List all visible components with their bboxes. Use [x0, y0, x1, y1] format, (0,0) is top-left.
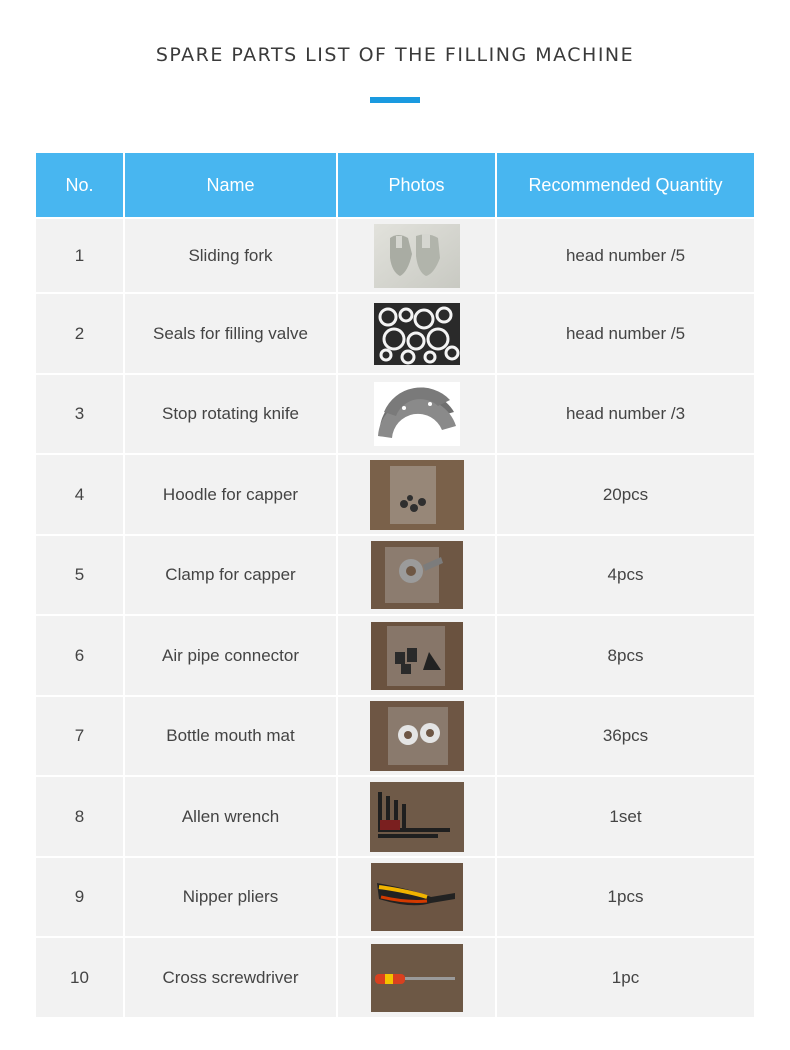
table-header [36, 153, 754, 217]
recommended-quantity: 1pcs [497, 858, 754, 936]
row-number: 7 [36, 697, 123, 775]
part-name: Hoodle for capper [125, 455, 336, 534]
table-row [36, 294, 754, 373]
row-number: 4 [36, 455, 123, 534]
recommended-quantity: 36pcs [497, 697, 754, 775]
clamp-photo [338, 536, 495, 614]
page-title: SPARE PARTS LIST OF THE FILLING MACHINE [155, 44, 635, 66]
header-quantity: Recommended Quantity [497, 153, 754, 217]
row-number: 5 [36, 536, 123, 614]
connector-photo [338, 616, 495, 695]
recommended-quantity: head number /5 [497, 294, 754, 373]
part-name: Cross screwdriver [125, 938, 336, 1017]
table-row [36, 219, 754, 292]
part-name: Air pipe connector [125, 616, 336, 695]
part-name: Nipper pliers [125, 858, 336, 936]
row-number: 3 [36, 375, 123, 453]
screwdriver-photo [338, 938, 495, 1017]
header-no: No. [36, 153, 123, 217]
header-name: Name [125, 153, 336, 217]
pliers-photo [338, 858, 495, 936]
table-row [36, 697, 754, 775]
row-number: 1 [36, 219, 123, 292]
row-number: 6 [36, 616, 123, 695]
recommended-quantity: 20pcs [497, 455, 754, 534]
mat-photo [338, 697, 495, 775]
part-name: Seals for filling valve [125, 294, 336, 373]
recommended-quantity: 1pc [497, 938, 754, 1017]
recommended-quantity: 4pcs [497, 536, 754, 614]
part-name: Sliding fork [125, 219, 336, 292]
wrench-photo [338, 777, 495, 856]
row-number: 8 [36, 777, 123, 856]
recommended-quantity: head number /3 [497, 375, 754, 453]
seals-photo [338, 294, 495, 373]
part-name: Stop rotating knife [125, 375, 336, 453]
recommended-quantity: head number /5 [497, 219, 754, 292]
spare-parts-table [36, 153, 754, 1017]
table-row [36, 455, 754, 534]
table-row [36, 616, 754, 695]
sliding-fork-photo [338, 219, 495, 292]
table-row [36, 375, 754, 453]
table-row [36, 938, 754, 1017]
header-photos: Photos [338, 153, 495, 217]
table-row [36, 858, 754, 936]
row-number: 10 [36, 938, 123, 1017]
title-underline [370, 97, 420, 103]
table-row [36, 536, 754, 614]
recommended-quantity: 8pcs [497, 616, 754, 695]
part-name: Clamp for capper [125, 536, 336, 614]
knife-photo [338, 375, 495, 453]
row-number: 2 [36, 294, 123, 373]
table-row [36, 777, 754, 856]
hoodle-photo [338, 455, 495, 534]
part-name: Bottle mouth mat [125, 697, 336, 775]
row-number: 9 [36, 858, 123, 936]
part-name: Allen wrench [125, 777, 336, 856]
recommended-quantity: 1set [497, 777, 754, 856]
